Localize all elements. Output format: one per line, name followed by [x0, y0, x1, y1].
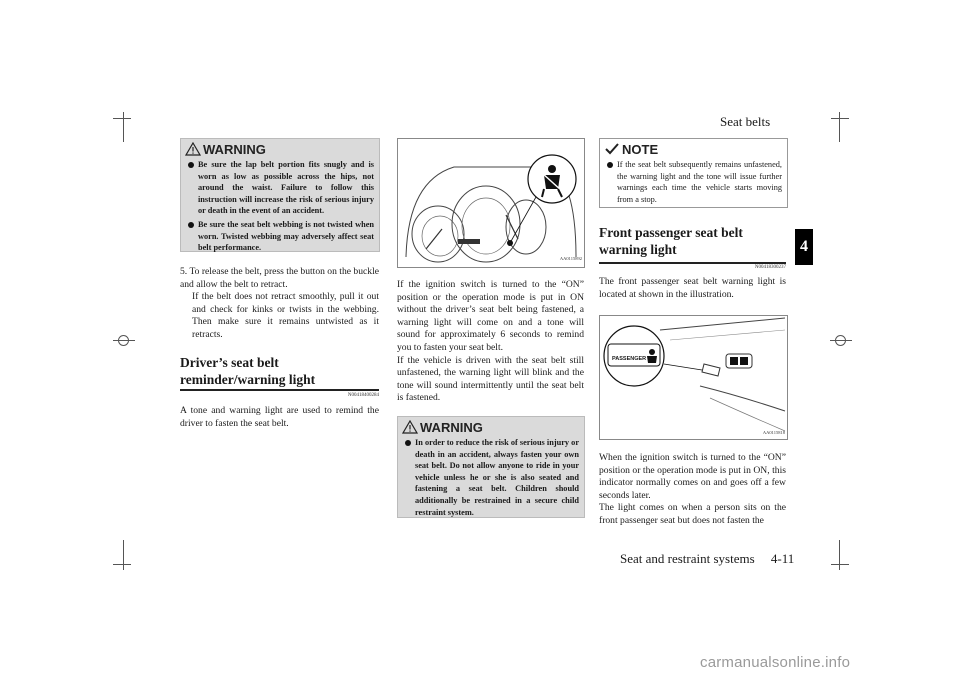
registration-mark	[118, 335, 129, 346]
warning-title: WARNING	[203, 141, 266, 157]
warning-triangle-icon	[402, 420, 418, 434]
paragraph-block	[599, 452, 786, 528]
figure-code: AA0115818	[762, 430, 785, 435]
crop-mark	[123, 540, 124, 570]
warning-item: Be sure the seat belt webbing is not twisted when worn. Twisted webbing may adversely affect seat belt performance.	[186, 219, 374, 254]
note-header	[600, 139, 787, 159]
section-paragraph: A tone and warning light are used to remind the driver to fasten the seat belt.	[180, 405, 379, 429]
warning-header	[398, 417, 584, 437]
step-text-continued: If the belt does not retract smoothly, pull it out and check for kinks or twists in the webbing. Then make sure it remains untwisted as it retracts.	[192, 291, 379, 340]
crop-mark	[113, 118, 131, 119]
watermark: carmanualsonline.info	[700, 654, 851, 671]
instrument-cluster-drawing	[398, 139, 584, 267]
crop-mark	[839, 540, 840, 570]
paragraph-1: The front passenger seat belt warning light is located at shown in the illustration.	[599, 276, 786, 300]
paragraph	[397, 279, 584, 405]
passenger-indicator-drawing	[600, 316, 787, 439]
section-code: N00418400284	[347, 393, 379, 398]
registration-mark	[835, 335, 846, 346]
note-item: If the seat belt subsequently remains unfastened, the warning light and the tone will issue further warnings each time the vehicle starts moving from a stop.	[605, 159, 782, 205]
crop-mark	[839, 112, 840, 142]
section-rule	[599, 262, 786, 264]
passenger-indicator-illustration	[599, 315, 788, 440]
paragraph-1: If the ignition switch is turned to the “ON” position or the operation mode is put in ON without the driver’s seat belt being fastened, a warning light will come on and a tone will sound for approximately 6 seconds to remind you to fasten your seat belt.	[397, 279, 584, 353]
paragraph-3: The light comes on when a person sits on the front passenger seat but does not fasten the	[599, 502, 786, 526]
figure-code: AA0115892	[559, 256, 582, 261]
paragraph-2: If the vehicle is driven with the seat belt still unfastened, the warning light will blink and the tone will sound intermittently until the seat belt is fastened.	[397, 354, 584, 404]
warning-triangle-icon	[185, 142, 201, 156]
passenger-label: PASSENGER	[612, 356, 647, 362]
section-code: N00418300237	[754, 265, 786, 270]
note-check-icon	[604, 142, 620, 156]
warning-item: In order to reduce the risk of serious injury or death in an accident, always fasten your own seat belt. Do not allow anyone to ride in your vehicle unless he or she is also seated and fastening a seat belt. Children should additionally be restrained in a secure child restraint system.	[403, 437, 579, 518]
warning-box	[397, 416, 585, 518]
crop-mark	[831, 118, 849, 119]
warning-header	[181, 139, 379, 159]
instrument-cluster-illustration	[397, 138, 585, 268]
section-title-driver: Driver’s seat belt reminder/warning light	[180, 355, 316, 387]
note-box	[599, 138, 788, 208]
section-title-passenger: Front passenger seat belt warning light	[599, 225, 743, 257]
warning-item: Be sure the lap belt portion fits snugly and is worn as low as possible across the hips, not around the waist. Failure to follow this instruction will increase the risk of serious injury or death in the event of an accident.	[186, 159, 374, 217]
warning-title: WARNING	[420, 419, 483, 435]
section-rule	[180, 389, 379, 391]
warning-box	[180, 138, 380, 252]
note-title: NOTE	[622, 141, 659, 157]
page-footer: Seat and restraint systems 4-11	[620, 551, 795, 566]
page-header-title: Seat belts	[720, 114, 771, 129]
step-5	[180, 266, 379, 342]
step-text: To release the belt, press the button on the buckle and allow the belt to retract.	[180, 266, 379, 290]
chapter-tab: 4	[795, 229, 813, 265]
paragraph-2: When the ignition switch is turned to the “ON” position or the operation mode is put in ON, this indicator normally comes on and goes off a few seconds later.	[599, 452, 786, 501]
crop-mark	[113, 564, 131, 565]
crop-mark	[123, 112, 124, 142]
step-number: 5.	[180, 266, 188, 277]
crop-mark	[831, 564, 849, 565]
